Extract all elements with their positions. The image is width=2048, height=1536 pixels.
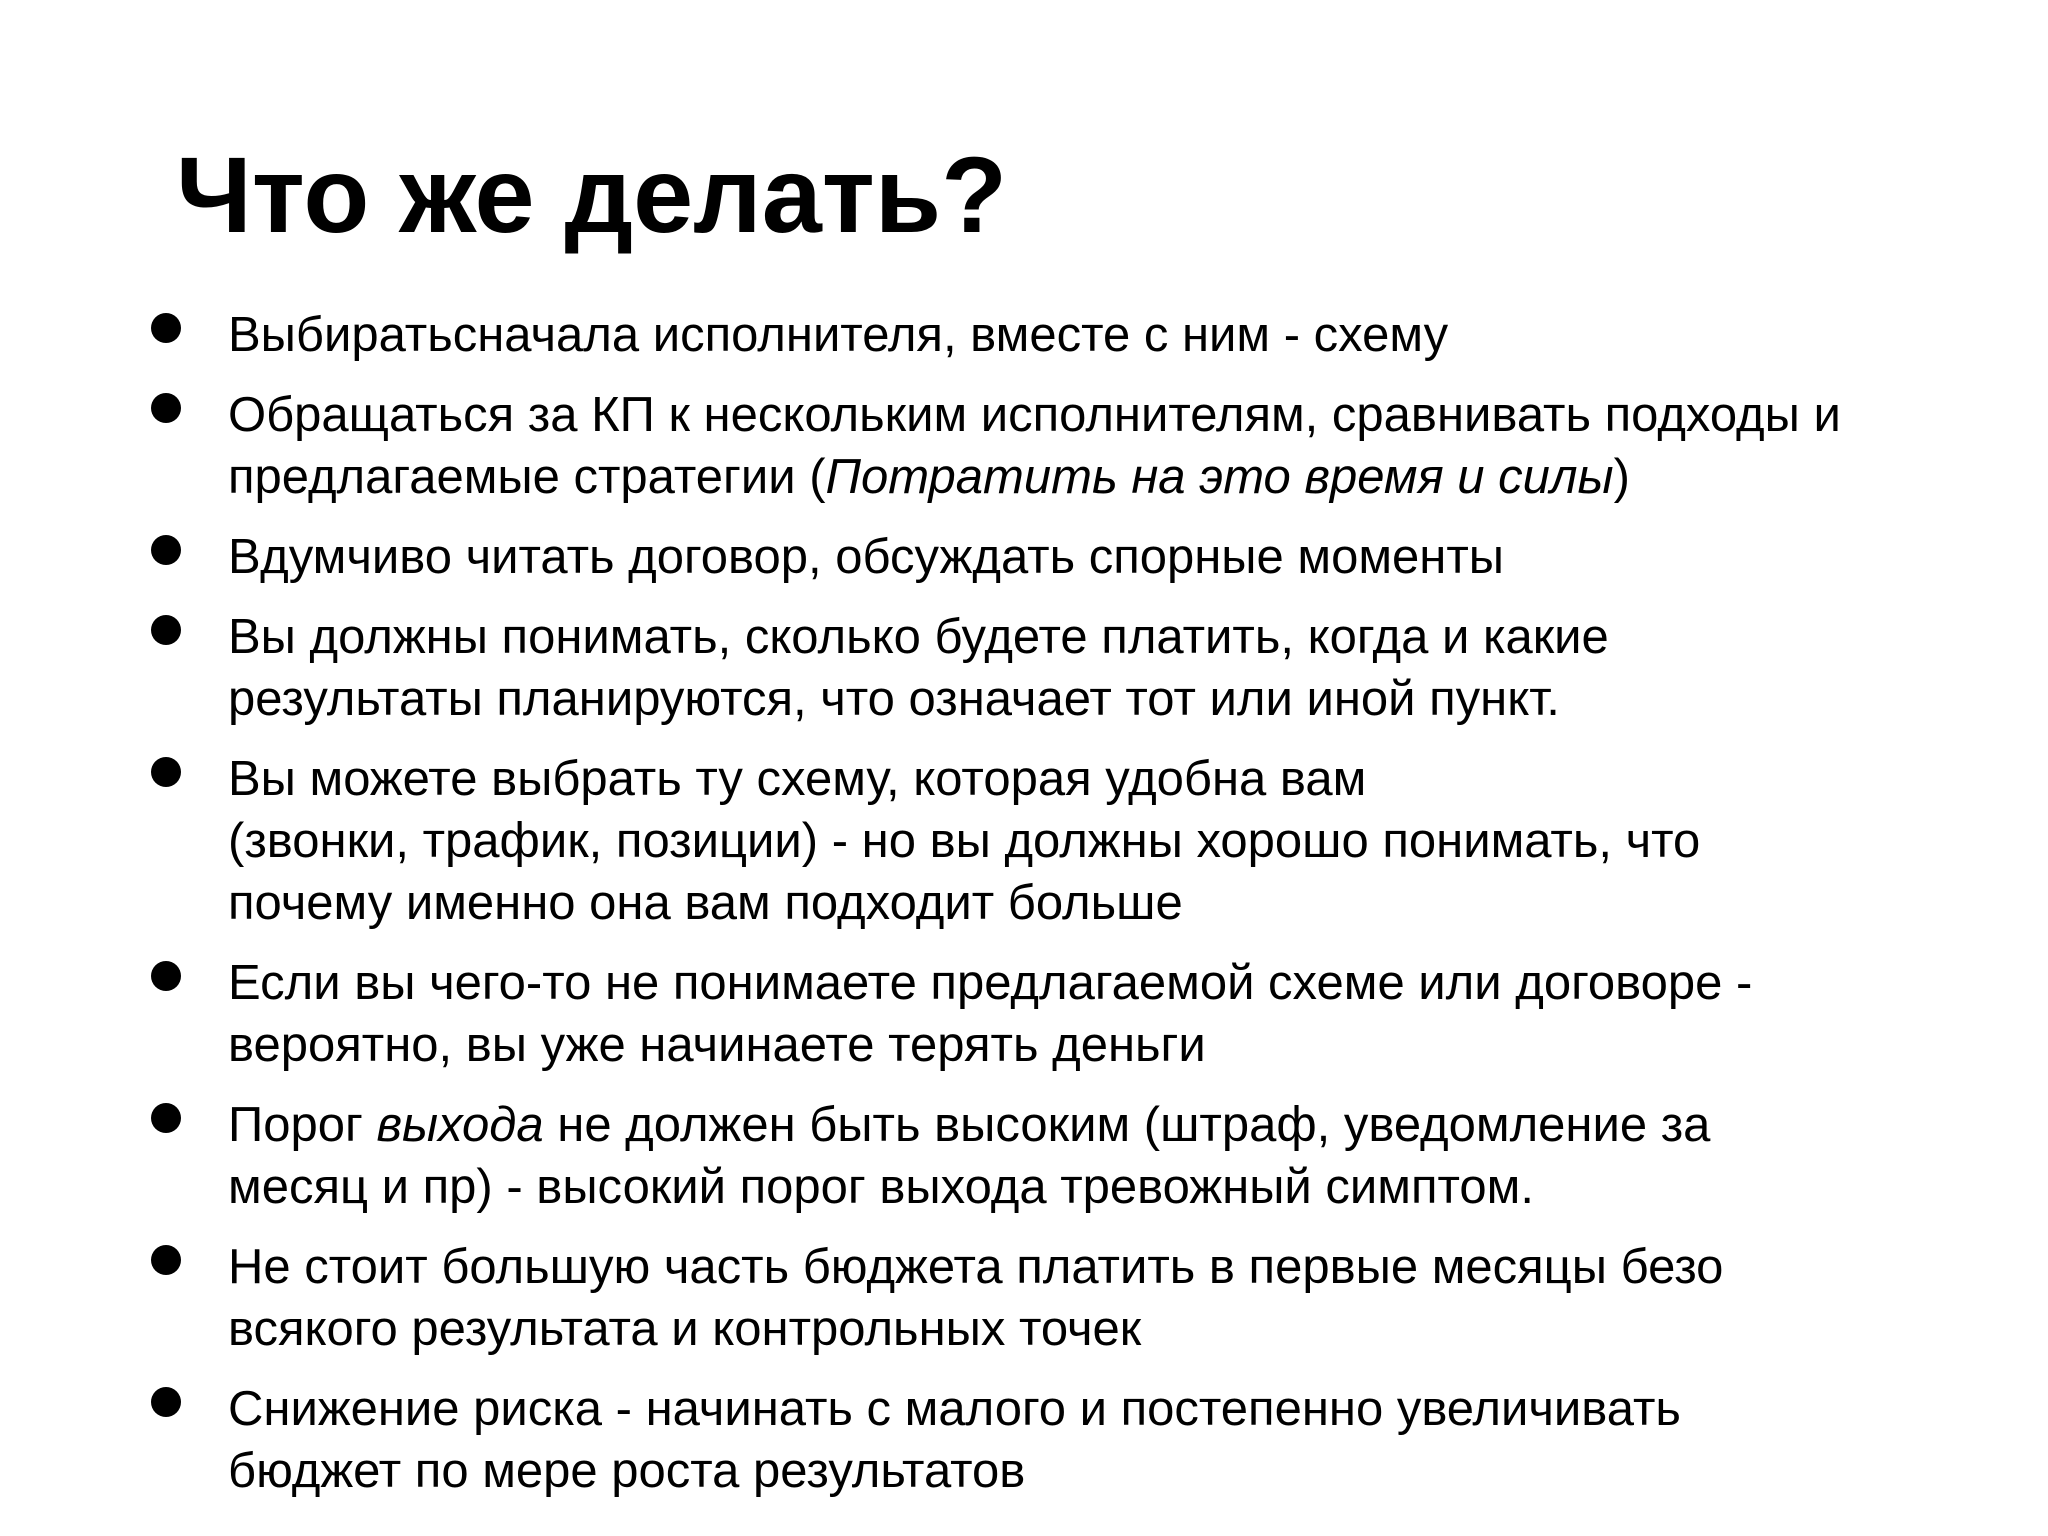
- bullet-list: [0, 304, 2048, 1520]
- bullet-line: (звонки, трафик, позиции) - но вы должны хорошо понимать, что: [228, 814, 1701, 868]
- bullet-item: [0, 384, 2048, 508]
- bullet-line: месяц и пр) - высокий порог выхода тревожный симптом.: [228, 1160, 1534, 1214]
- bullet-line: Не стоит большую часть бюджета платить в первые месяцы безо: [228, 1240, 1724, 1294]
- bullet-line: бюджет по мере роста результатов: [228, 1444, 1026, 1498]
- bullet-line: Вдумчиво читать договор, обсуждать спорные моменты: [228, 530, 1504, 584]
- bullet-line: результаты планируются, что означает тот или иной пункт.: [228, 672, 1560, 726]
- bullet-line: Вы можете выбрать ту схему, которая удобна вам: [228, 752, 1367, 806]
- bullet-dot-icon: [151, 961, 181, 991]
- bullet-item: [0, 1378, 2048, 1502]
- bullet-dot-icon: [151, 535, 181, 565]
- bullet-dot-icon: [151, 615, 181, 645]
- bullet-item: [0, 526, 2048, 588]
- bullet-item: [0, 1236, 2048, 1360]
- bullet-dot-icon: [151, 313, 181, 343]
- bullet-item: [0, 748, 2048, 934]
- emphasis-text: выхода: [376, 1098, 544, 1152]
- bullet-item: [0, 606, 2048, 730]
- bullet-line: Обращаться за КП к нескольким исполнителям, сравнивать подходы и: [228, 388, 1841, 442]
- bullet-line: предлагаемые стратегии (Потратить на это время и силы): [228, 450, 1630, 504]
- bullet-line: Снижение риска - начинать с малого и постепенно увеличивать: [228, 1382, 1681, 1436]
- bullet-line: вероятно, вы уже начинаете терять деньги: [228, 1018, 1206, 1072]
- bullet-line: Выбиратьсначала исполнителя, вместе с ним - схему: [228, 308, 1449, 362]
- emphasis-text: Потратить на это время и силы: [825, 450, 1614, 504]
- bullet-item: [0, 304, 2048, 366]
- bullet-dot-icon: [151, 757, 181, 787]
- bullet-dot-icon: [151, 1387, 181, 1417]
- bullet-dot-icon: [151, 1245, 181, 1275]
- bullet-dot-icon: [151, 1103, 181, 1133]
- bullet-line: всякого результата и контрольных точек: [228, 1302, 1142, 1356]
- bullet-item: [0, 1094, 2048, 1218]
- bullet-line: Порог выхода не должен быть высоким (штраф, уведомление за: [228, 1098, 1711, 1152]
- bullet-line: почему именно она вам подходит больше: [228, 876, 1183, 930]
- bullet-item: [0, 952, 2048, 1076]
- bullet-line: Вы должны понимать, сколько будете платить, когда и какие: [228, 610, 1609, 664]
- bullet-line: Если вы чего-то не понимаете предлагаемой схеме или договоре -: [228, 956, 1753, 1010]
- slide-title: Что же делать?: [176, 134, 1008, 255]
- bullet-dot-icon: [151, 393, 181, 423]
